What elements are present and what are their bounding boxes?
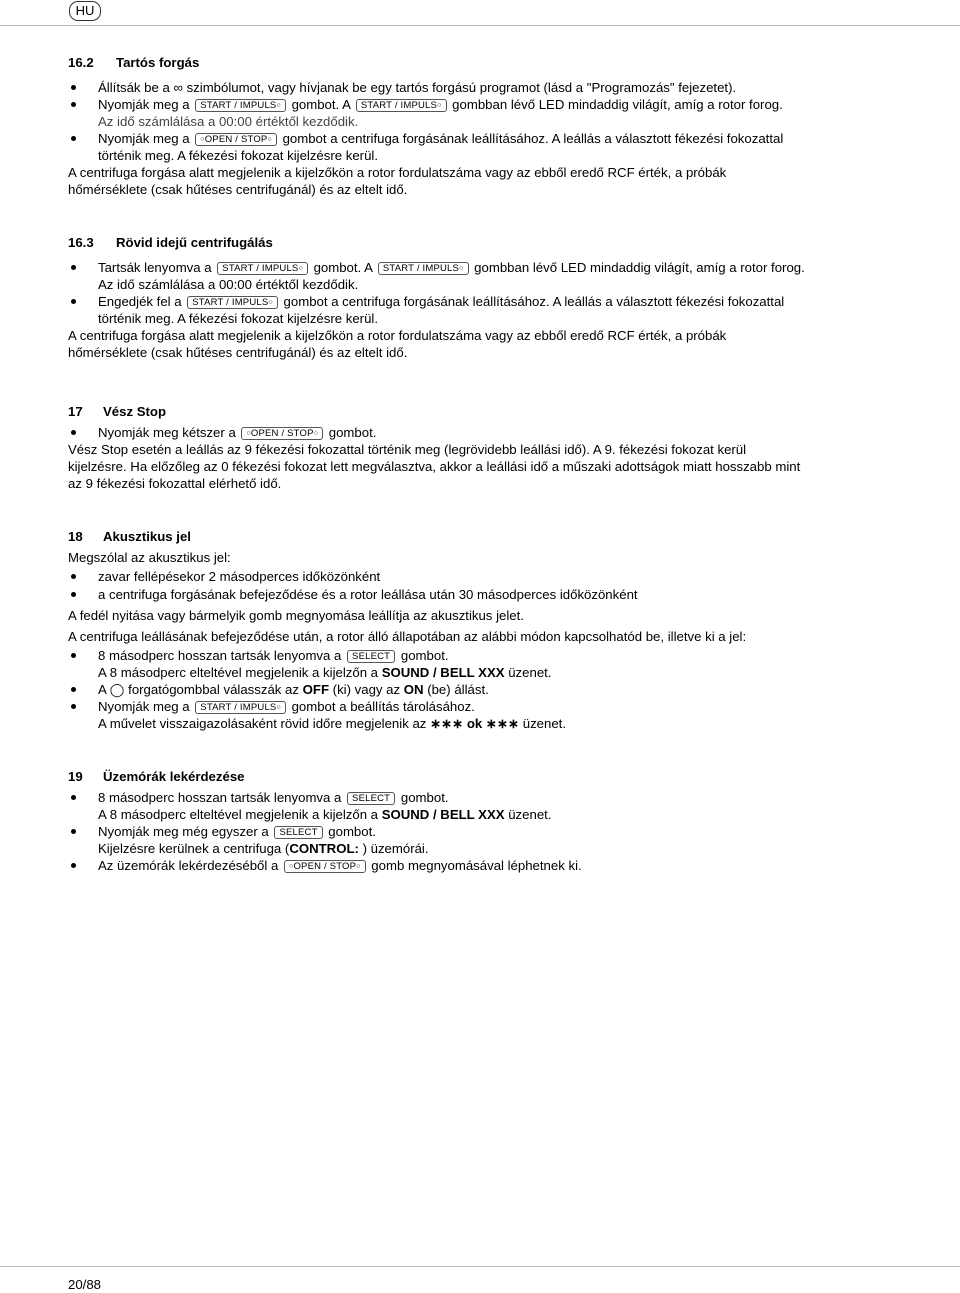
section-heading-16-2 [68, 54, 808, 71]
start-impuls-key: START / IMPULS○ [356, 99, 447, 112]
text: (be) állást. [423, 682, 489, 697]
select-key: SELECT [347, 650, 395, 663]
section-title: Tartós forgás [116, 55, 200, 70]
section-title: Vész Stop [103, 404, 167, 419]
language-badge: HU [69, 1, 101, 21]
list-item [68, 586, 808, 603]
text: gomb megnyomásával léphetnek ki. [367, 858, 582, 873]
bullet-list-16-3 [68, 259, 808, 327]
select-key: SELECT [347, 792, 395, 805]
text: forgatógombbal válasszák az [124, 682, 303, 697]
text: 8 másodperc hosszan tartsák lenyomva a [98, 790, 346, 805]
text: gombot a beállítás tárolásához. [287, 699, 475, 714]
section-title: Rövid idejű centrifugálás [116, 235, 273, 250]
text: A 8 másodperc elteltével megjelenik a kijelzőn a [98, 665, 382, 680]
paragraph: A centrifuga forgása alatt megjelenik a kijelzőkön a rotor fordulatszáma vagy az ebből eredő RCF érték, a próbák hőmérséklete (csak hűtéses centrifugánál) és az eltelt idő. [68, 165, 727, 197]
text: Tartsák lenyomva a [98, 260, 216, 275]
bullet-list-18b [68, 647, 808, 732]
start-impuls-key: START / IMPULS○ [195, 701, 286, 714]
section-heading-18 [68, 528, 808, 545]
text: (ki) vagy az [329, 682, 404, 697]
text: gombban lévő LED mindaddig világít, amíg a rotor forog. [448, 97, 783, 112]
list-item [68, 823, 808, 857]
text: zavar fellépésekor 2 másodperces időközönként [98, 569, 381, 584]
list-item [68, 293, 808, 327]
text: gombot. [397, 648, 449, 663]
text: gombot. [324, 824, 376, 839]
section-number: 19 [68, 769, 83, 784]
paragraph: A centrifuga leállásának befejeződése után, a rotor álló állapotában az alábbi módon kapcsolhatód be, illetve ki a jel: [68, 629, 747, 644]
text: üzenet. [504, 807, 552, 822]
page-content [68, 54, 808, 874]
text: Nyomják meg a [98, 699, 194, 714]
text: Nyomják meg a [98, 131, 194, 146]
list-item [68, 79, 808, 96]
list-item [68, 568, 808, 585]
text: 8 másodperc hosszan tartsák lenyomva a [98, 648, 346, 663]
paragraph: A fedél nyitása vagy bármelyik gomb megnyomása leállítja az akusztikus jelet. [68, 608, 524, 623]
page-number: 20/88 [68, 1277, 102, 1292]
text: A [98, 682, 110, 697]
bullet-list-18a [68, 568, 808, 603]
text: OFF [302, 682, 330, 697]
display-message: ∗∗∗ ok ∗∗∗ [430, 716, 520, 731]
section-number: 16.3 [68, 235, 94, 250]
section-title: Akusztikus jel [103, 529, 191, 544]
section-title: Üzemórák lekérdezése [103, 769, 245, 784]
text: üzenet. [519, 716, 567, 731]
text: ON [403, 682, 424, 697]
text: üzenet. [504, 665, 552, 680]
text: A 8 másodperc elteltével megjelenik a kijelzőn a [98, 807, 382, 822]
text: Nyomják meg még egyszer a [98, 824, 273, 839]
list-item [68, 96, 808, 130]
start-impuls-key: START / IMPULS○ [217, 262, 308, 275]
text: Nyomják meg kétszer a [98, 425, 240, 440]
section-number: 16.2 [68, 55, 94, 70]
text: szimbólumot, vagy hívjanak be egy tartós forgású programot (lásd a "Programozás" fejezetet). [182, 80, 737, 95]
display-message: CONTROL: [289, 841, 359, 856]
list-item [68, 857, 808, 874]
section-heading-19 [68, 768, 808, 785]
section-heading-16-3 [68, 234, 808, 251]
list-item [68, 130, 808, 164]
header-rule [0, 25, 960, 26]
text: Nyomják meg a [98, 97, 194, 112]
text: gombot. A [287, 97, 354, 112]
list-item [68, 259, 808, 293]
text: gombot a centrifuga forgásának leállításához. A leállás a választott fékezési fokozattal történik meg. A fékezési fokozat kijelzésre kerül. [98, 294, 785, 326]
text: Engedjék fel a [98, 294, 186, 309]
rotary-knob-icon: ◯ [109, 682, 125, 697]
start-impuls-key: START / IMPULS○ [195, 99, 286, 112]
text: A művelet visszaigazolásaként rövid időre megjelenik az [98, 716, 431, 731]
text: a centrifuga forgásának befejeződése és a rotor leállása után 30 másodperces időközönként [98, 587, 638, 602]
list-item [68, 681, 808, 698]
list-item [68, 789, 808, 823]
infinity-icon: ∞ [173, 80, 183, 95]
text: ) üzemórái. [358, 841, 429, 856]
list-item [68, 424, 808, 441]
text: gombot. [397, 790, 449, 805]
section-heading-17 [68, 403, 808, 420]
display-message: SOUND / BELL XXX [381, 665, 505, 680]
text: Kijelzésre kerülnek a centrifuga ( [98, 841, 290, 856]
footer-rule [0, 1266, 960, 1267]
open-stop-key: ○OPEN / STOP○ [284, 860, 366, 873]
text: Az üzemórák lekérdezéséből a [98, 858, 282, 873]
text: gombban lévő LED mindaddig világít, amíg a rotor forog. Az idő számlálása a 00:00 értéktől kezdődik. [98, 260, 805, 292]
bullet-list-16-2 [68, 79, 808, 164]
paragraph: Vész Stop esetén a leállás az 9 fékezési fokozattal történik meg (legrövidebb leállási idő). A 9. fékezési fokozat kerül kijelzésre. Ha előzőleg az 0 fékezési fokozat lett megválasztva, akkor a leállási idő a műszaki adottságok miatt hosszabb mint az 9 fékezési fokozattal elérhető idő. [68, 442, 801, 491]
start-impuls-key: START / IMPULS○ [187, 296, 278, 309]
paragraph: Megszólal az akusztikus jel: [68, 550, 231, 565]
text: Az idő számlálása a 00:00 értéktől kezdődik. [98, 114, 359, 129]
bullet-list-17 [68, 424, 808, 441]
text: Állítsák be a [98, 80, 174, 95]
open-stop-key: ○OPEN / STOP○ [195, 133, 277, 146]
text: gombot. [325, 425, 377, 440]
list-item [68, 698, 808, 732]
start-impuls-key: START / IMPULS○ [378, 262, 469, 275]
paragraph: A centrifuga forgása alatt megjelenik a kijelzőkön a rotor fordulatszáma vagy az ebből eredő RCF érték, a próbák hőmérséklete (csak hűtéses centrifugánál) és az eltelt idő. [68, 328, 727, 360]
section-number: 18 [68, 529, 83, 544]
list-item [68, 647, 808, 681]
bullet-list-19 [68, 789, 808, 874]
open-stop-key: ○OPEN / STOP○ [241, 427, 323, 440]
section-number: 17 [68, 404, 83, 419]
display-message: SOUND / BELL XXX [381, 807, 505, 822]
text: gombot a centrifuga forgásának leállításához. A leállás a választott fékezési fokozattal történik meg. A fékezési fokozat kijelzésre kerül. [98, 131, 784, 163]
text: gombot. A [309, 260, 376, 275]
select-key: SELECT [274, 826, 322, 839]
